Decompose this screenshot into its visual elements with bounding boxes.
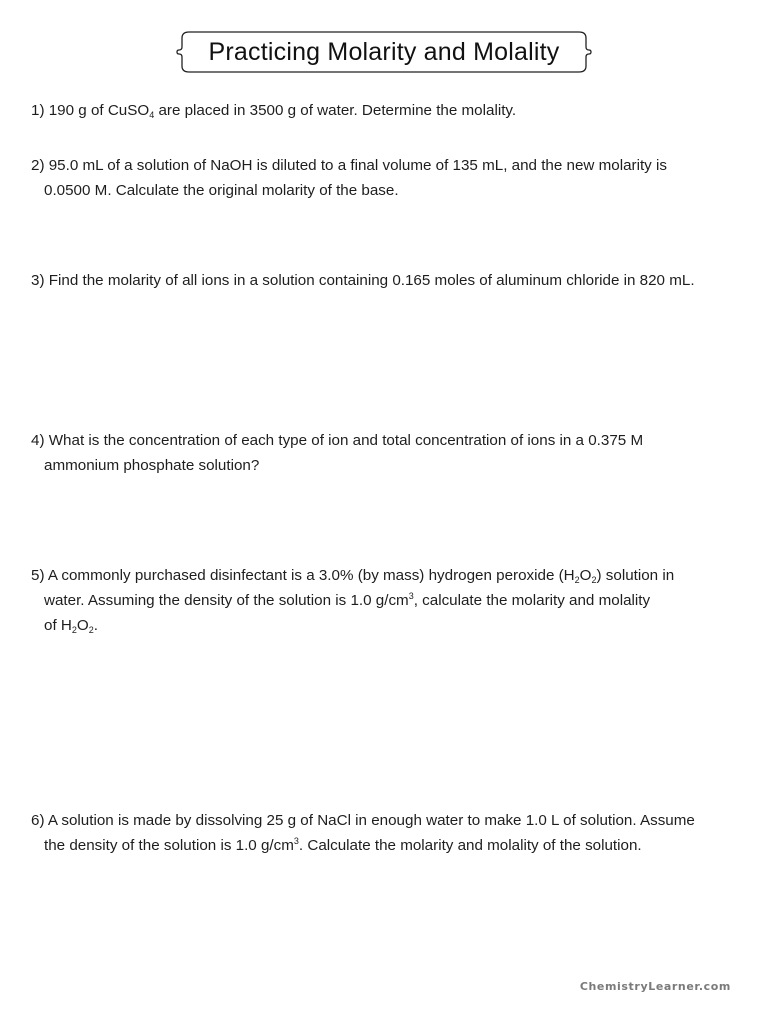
page-title: Practicing Molarity and Molality	[208, 38, 560, 66]
question-1-text-b: are placed in 3500 g of water. Determine the molality.	[154, 102, 517, 119]
question-5-line-2	[31, 588, 731, 613]
question-4-line-2: ammonium phosphate solution?	[44, 457, 260, 474]
question-4	[31, 428, 731, 478]
question-6-line-2-superscript: 3	[293, 836, 299, 846]
question-6-line-1: 6) A solution is made by dissolving 25 g of NaCl in enough water to make 1.0 L of solution. Assume	[31, 812, 695, 829]
question-5-line-1	[31, 563, 731, 588]
question-5-line-3-subscript-2: 2	[88, 625, 94, 635]
question-2-line-2: 0.0500 M. Calculate the original molarity of the base.	[44, 182, 399, 199]
question-3-line-1: 3) Find the molarity of all ions in a solution containing 0.165 moles of aluminum chloride in 820 mL.	[31, 272, 695, 289]
question-5-line-1-text-b: O	[579, 567, 592, 584]
question-1	[31, 98, 731, 123]
question-1-text-a: 1) 190 g of CuSO	[31, 102, 150, 119]
question-5-line-3	[31, 613, 731, 638]
title-banner	[175, 30, 593, 74]
footer-watermark: ChemistryLearner.com	[579, 980, 731, 993]
question-5-line-1-subscript-2: 2	[591, 575, 597, 585]
question-6-line-2	[31, 833, 731, 858]
question-5-line-3-text-a: of H	[44, 617, 72, 634]
question-5-line-1-text-c: ) solution in	[596, 567, 675, 584]
question-5-line-2-superscript: 3	[408, 591, 414, 601]
question-1-line-1	[31, 98, 731, 123]
question-2-line-1: 2) 95.0 mL of a solution of NaOH is diluted to a final volume of 135 mL, and the new molarity is	[31, 157, 667, 174]
question-5-line-1-subscript-1: 2	[574, 575, 580, 585]
question-1-subscript: 4	[149, 110, 155, 120]
question-4-line-1: 4) What is the concentration of each type of ion and total concentration of ions in a 0.375 M	[31, 432, 644, 449]
question-5	[31, 563, 731, 638]
question-2	[31, 153, 731, 203]
question-5-line-2-text-a: water. Assuming the density of the solution is 1.0 g/cm	[44, 592, 409, 609]
question-6-line-2-text-a: the density of the solution is 1.0 g/cm	[44, 837, 294, 854]
question-3	[31, 268, 731, 293]
question-5-line-1-text-a: 5) A commonly purchased disinfectant is a 3.0% (by mass) hydrogen peroxide (H	[31, 567, 575, 584]
question-5-line-3-text-c: .	[93, 617, 98, 634]
question-6	[31, 808, 731, 858]
question-5-line-3-text-b: O	[76, 617, 89, 634]
question-5-line-3-subscript-1: 2	[71, 625, 77, 635]
question-6-line-2-text-b: . Calculate the molarity and molality of the solution.	[298, 837, 642, 854]
question-5-line-2-text-b: , calculate the molarity and molality	[413, 592, 651, 609]
